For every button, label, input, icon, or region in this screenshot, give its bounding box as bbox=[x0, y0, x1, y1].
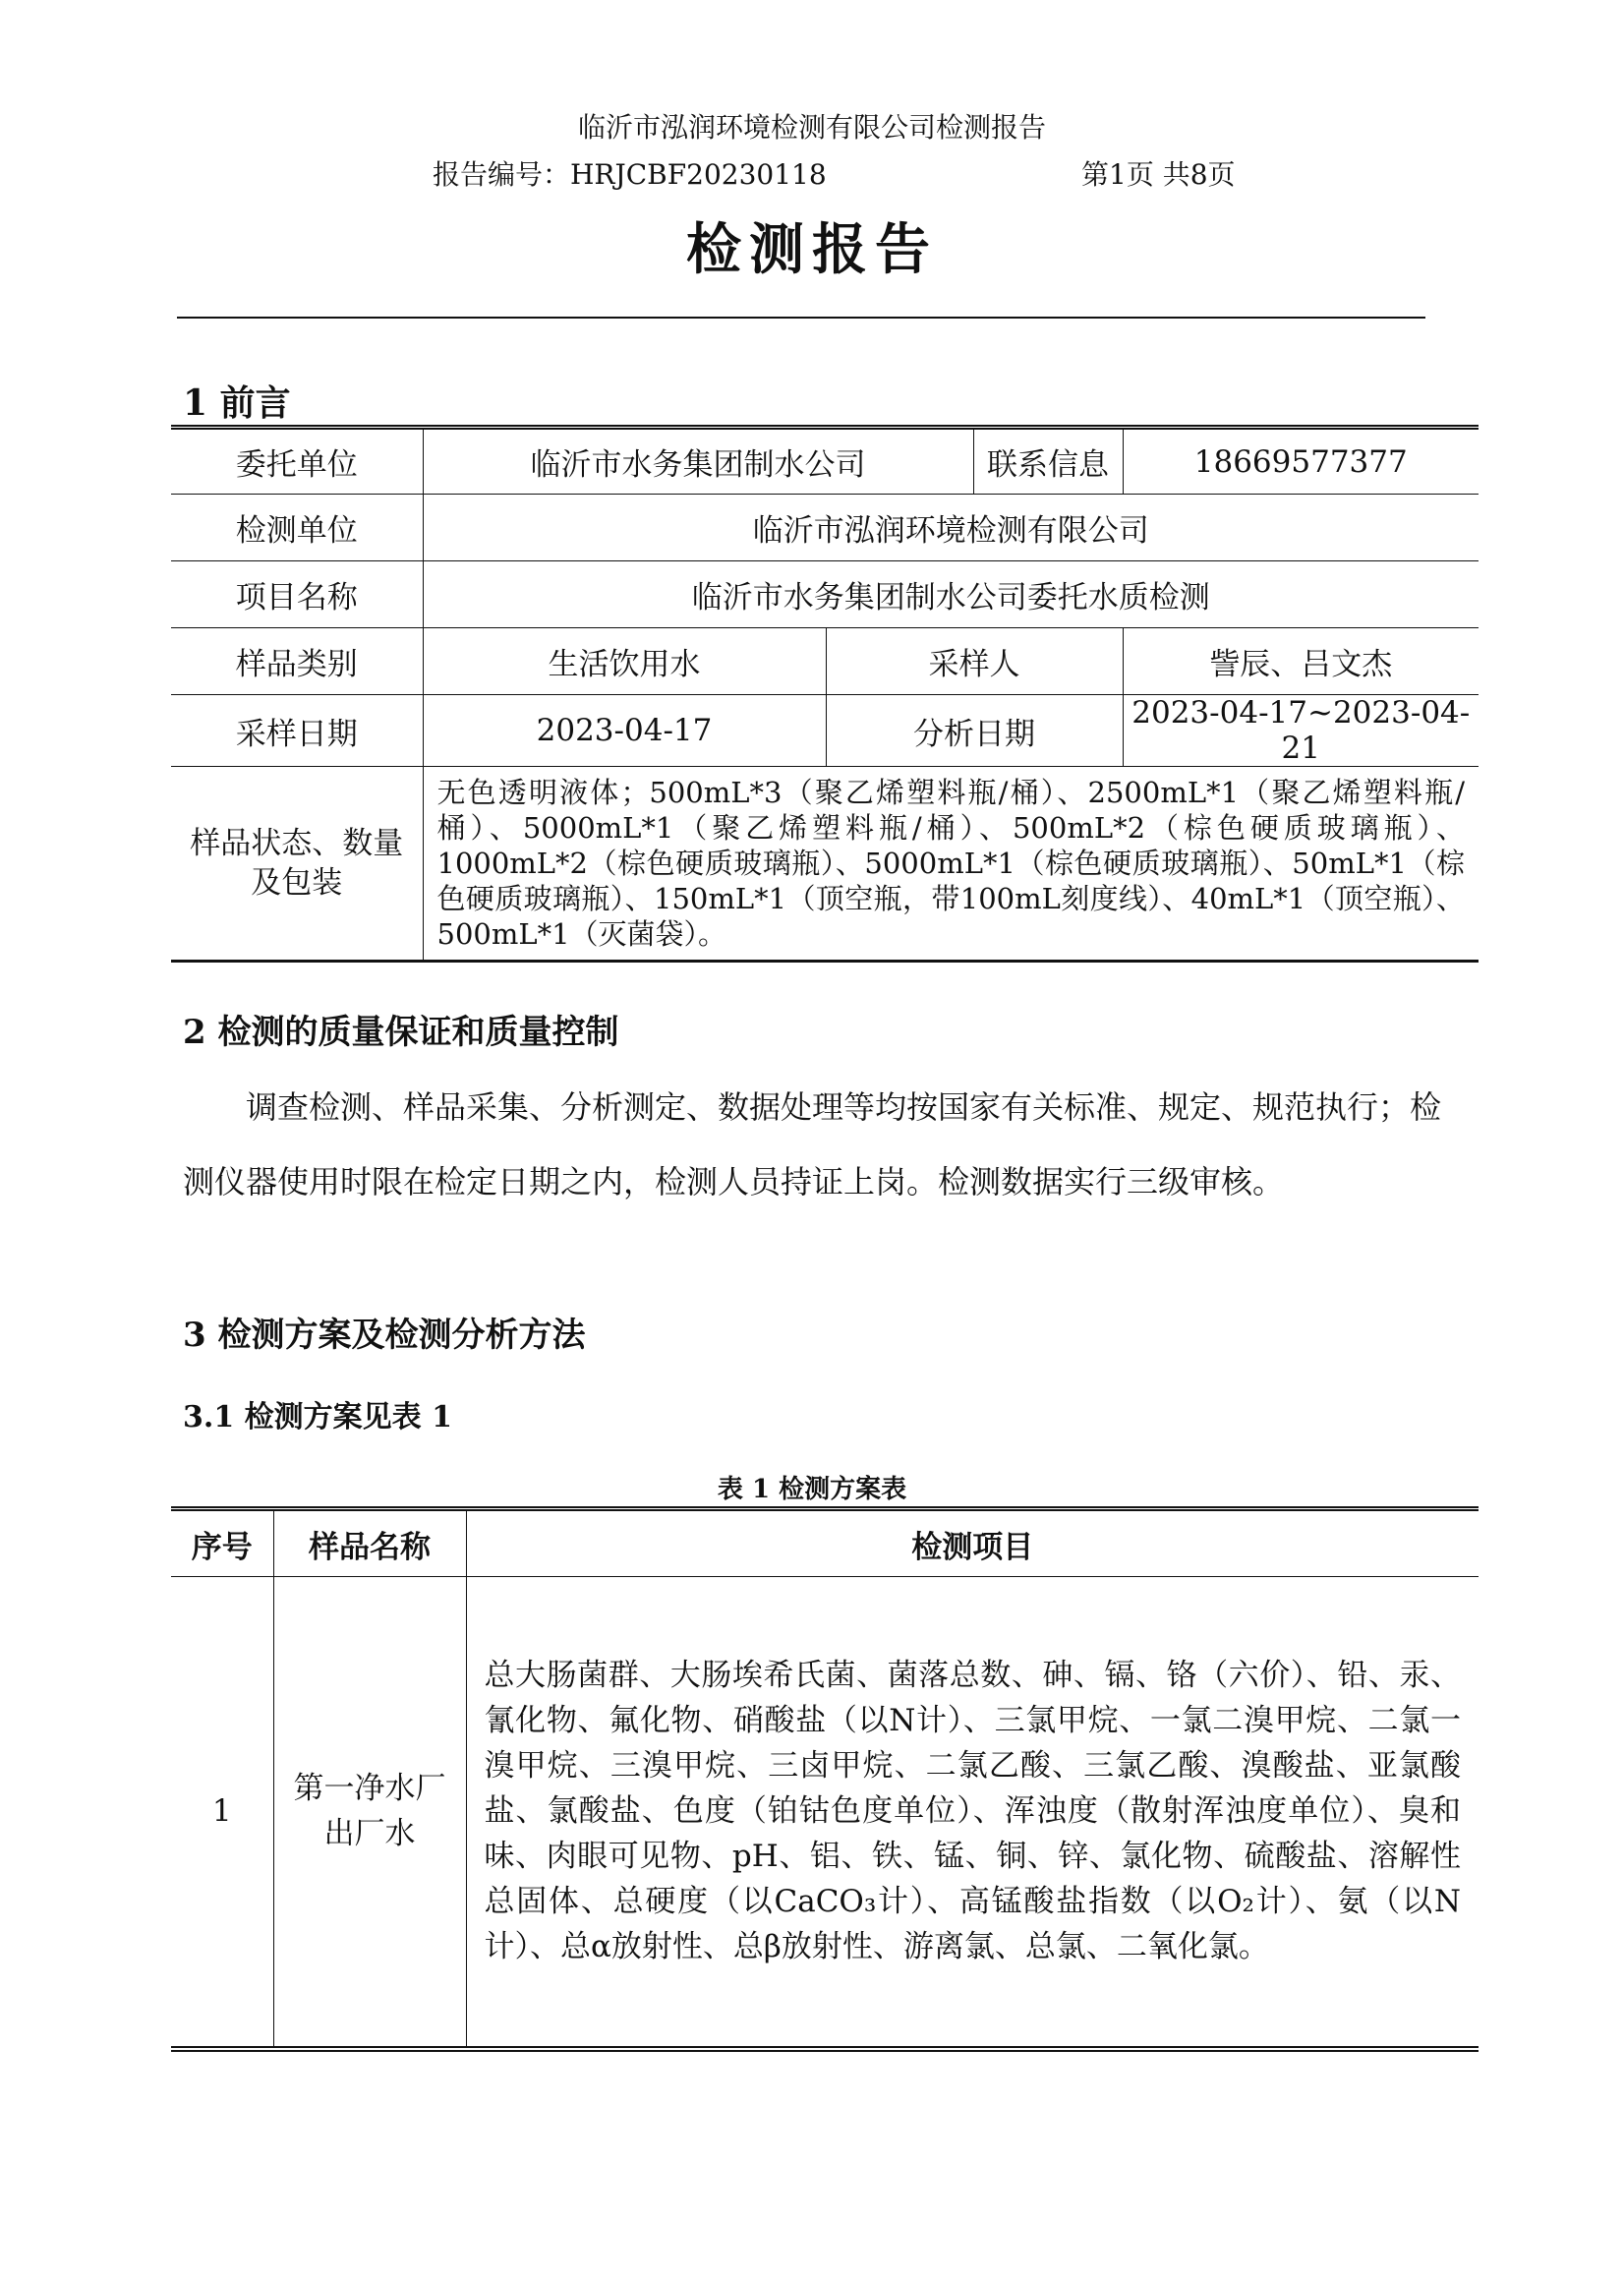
section-3-1-heading: 3.1 检测方案见表 1 bbox=[183, 1400, 452, 1434]
client-label: 委托单位 bbox=[171, 428, 423, 495]
title-divider bbox=[177, 317, 1425, 319]
page-indicator: 第1页 共8页 bbox=[1081, 158, 1236, 191]
test-items: 总大肠菌群、大肠埃希氏菌、菌落总数、砷、镉、铬（六价）、铅、汞、氰化物、氟化物、硝酸盐（以N计）、三氯甲烷、一氯二溴甲烷、二氯一溴甲烷、三溴甲烷、三卤甲烷、二氯乙酸、三氯乙酸、溴酸盐、亚氯酸盐、氯酸盐、色度（铂钴色度单位）、浑浊度（散射浑浊度单位）、臭和味、肉眼可见物、pH、铝、铁、锰、铜、锌、氯化物、硫酸盐、溶解性总固体、总硬度（以CaCO₃计）、高锰酸盐指数（以O₂计）、氨（以N计）、总α放射性、总β放射性、游离氯、总氯、二氧化氯。 bbox=[466, 1577, 1479, 2049]
report-number: 报告编号：HRJCBF20230118 bbox=[433, 158, 827, 191]
page-title: 检测报告 bbox=[686, 217, 938, 282]
sample-state-label: 样品状态、数量及包装 bbox=[171, 767, 423, 962]
analysis-date-label: 分析日期 bbox=[826, 695, 1123, 767]
row-number: 1 bbox=[171, 1577, 273, 2049]
section-2-paragraph: 调查检测、样品采集、分析测定、数据处理等均按国家有关标准、规定、规范执行；检测仪器使用时限在检定日期之内，检测人员持证上岗。检测数据实行三级审核。 bbox=[183, 1088, 1442, 1200]
project-value: 临沂市水务集团制水公司委托水质检测 bbox=[423, 561, 1479, 628]
info-table bbox=[171, 425, 1479, 963]
table-row bbox=[171, 428, 1479, 495]
table-row bbox=[171, 561, 1479, 628]
table-row bbox=[171, 495, 1479, 561]
table-row bbox=[171, 767, 1479, 962]
section-2-heading: 2 检测的质量保证和质量控制 bbox=[183, 1013, 619, 1052]
analysis-date-value: 2023-04-17~2023-04-21 bbox=[1123, 695, 1479, 767]
report-company-header: 临沂市泓润环境检测有限公司检测报告 bbox=[577, 111, 1046, 144]
table-row bbox=[171, 695, 1479, 767]
sample-type-value: 生活饮用水 bbox=[423, 628, 826, 695]
project-label: 项目名称 bbox=[171, 561, 423, 628]
table-row bbox=[171, 1577, 1479, 2049]
section-1-heading: 1 前言 bbox=[183, 382, 291, 424]
sampling-date-value: 2023-04-17 bbox=[423, 695, 826, 767]
column-header-no: 序号 bbox=[171, 1509, 273, 1577]
lab-value: 临沂市泓润环境检测有限公司 bbox=[423, 495, 1479, 561]
client-value: 临沂市水务集团制水公司 bbox=[423, 428, 973, 495]
sample-type-label: 样品类别 bbox=[171, 628, 423, 695]
sample-name: 第一净水厂出厂水 bbox=[273, 1577, 466, 2049]
lab-label: 检测单位 bbox=[171, 495, 423, 561]
table-1-caption: 表 1 检测方案表 bbox=[717, 1475, 907, 1504]
column-header-items: 检测项目 bbox=[466, 1509, 1479, 1577]
table-header-row bbox=[171, 1509, 1479, 1577]
section-3-heading: 3 检测方案及检测分析方法 bbox=[183, 1316, 586, 1355]
contact-label: 联系信息 bbox=[973, 428, 1123, 495]
column-header-name: 样品名称 bbox=[273, 1509, 466, 1577]
sample-state-value: 无色透明液体；500mL*3（聚乙烯塑料瓶/桶）、2500mL*1（聚乙烯塑料瓶/桶）、5000mL*1（聚乙烯塑料瓶/桶）、500mL*2（棕色硬质玻璃瓶）、1000mL*2（棕色硬质玻璃瓶）、5000mL*1（棕色硬质玻璃瓶）、50mL*1（棕色硬质玻璃瓶）、150mL*1（顶空瓶，带100mL刻度线）、40mL*1（顶空瓶）、500mL*1（灭菌袋）。 bbox=[423, 767, 1479, 962]
contact-value: 18669577377 bbox=[1123, 428, 1479, 495]
sampler-label: 采样人 bbox=[826, 628, 1123, 695]
plan-table bbox=[171, 1506, 1479, 2052]
table-row bbox=[171, 628, 1479, 695]
sampling-date-label: 采样日期 bbox=[171, 695, 423, 767]
sampler-value: 訾辰、吕文杰 bbox=[1123, 628, 1479, 695]
